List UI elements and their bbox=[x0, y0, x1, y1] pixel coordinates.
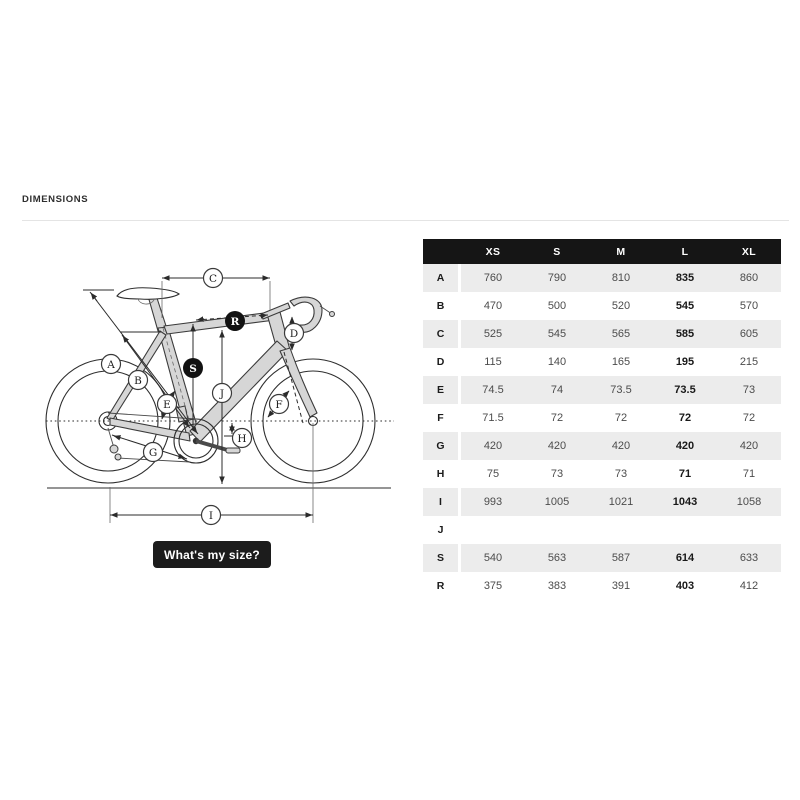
value-cell: 810 bbox=[589, 264, 653, 292]
dim-marker-I bbox=[202, 506, 221, 525]
bike-geometry-diagram bbox=[40, 240, 400, 540]
table-row bbox=[423, 292, 781, 320]
row-label: C bbox=[423, 320, 458, 348]
table-row bbox=[423, 320, 781, 348]
dim-marker-B bbox=[129, 371, 148, 390]
value-cell: 72 bbox=[525, 404, 589, 432]
dim-marker-H bbox=[233, 429, 252, 448]
value-cell: 1005 bbox=[525, 488, 589, 516]
value-cell: 165 bbox=[589, 348, 653, 376]
value-cell: 520 bbox=[589, 292, 653, 320]
value-cell: 72 bbox=[589, 404, 653, 432]
svg-text:D: D bbox=[289, 327, 299, 340]
row-label: S bbox=[423, 544, 458, 572]
value-cell: 545 bbox=[653, 292, 717, 320]
value-cell bbox=[653, 516, 717, 544]
value-cell: 75 bbox=[461, 460, 525, 488]
value-cell: 71.5 bbox=[461, 404, 525, 432]
row-label: E bbox=[423, 376, 458, 404]
value-cell: 570 bbox=[717, 292, 781, 320]
value-cell: 215 bbox=[717, 348, 781, 376]
table-row bbox=[423, 544, 781, 572]
svg-text:A: A bbox=[107, 358, 115, 371]
row-label: I bbox=[423, 488, 458, 516]
value-cell bbox=[589, 516, 653, 544]
table-row bbox=[423, 348, 781, 376]
row-label: F bbox=[423, 404, 458, 432]
value-cell: 74 bbox=[525, 376, 589, 404]
table-row bbox=[423, 460, 781, 488]
value-cell: 420 bbox=[653, 432, 717, 460]
svg-text:R: R bbox=[230, 315, 240, 328]
size-column-header: S bbox=[525, 239, 589, 264]
value-cell bbox=[461, 516, 525, 544]
value-cell: 73 bbox=[525, 460, 589, 488]
whats-my-size-button[interactable]: What's my size? bbox=[153, 541, 271, 568]
value-cell: 1043 bbox=[653, 488, 717, 516]
svg-text:J: J bbox=[219, 387, 225, 400]
dim-marker-D bbox=[285, 324, 304, 343]
value-cell: 73 bbox=[717, 376, 781, 404]
row-label: G bbox=[423, 432, 458, 460]
value-cell: 73 bbox=[589, 460, 653, 488]
value-cell: 614 bbox=[653, 544, 717, 572]
row-label: D bbox=[423, 348, 458, 376]
value-cell: 500 bbox=[525, 292, 589, 320]
svg-text:H: H bbox=[237, 432, 247, 445]
value-cell: 383 bbox=[525, 572, 589, 600]
value-cell: 420 bbox=[589, 432, 653, 460]
svg-text:S: S bbox=[189, 362, 197, 375]
value-cell: 71 bbox=[653, 460, 717, 488]
value-cell: 1021 bbox=[589, 488, 653, 516]
value-cell: 140 bbox=[525, 348, 589, 376]
table-row bbox=[423, 404, 781, 432]
table-row bbox=[423, 376, 781, 404]
size-column-header: XS bbox=[461, 239, 525, 264]
value-cell: 860 bbox=[717, 264, 781, 292]
dim-marker-A bbox=[102, 355, 121, 374]
dim-marker-J bbox=[213, 384, 232, 403]
value-cell: 74.5 bbox=[461, 376, 525, 404]
svg-text:C: C bbox=[208, 272, 218, 285]
value-cell: 420 bbox=[717, 432, 781, 460]
saddle bbox=[117, 288, 179, 304]
svg-text:G: G bbox=[148, 446, 158, 459]
value-cell: 71 bbox=[717, 460, 781, 488]
value-cell bbox=[717, 516, 781, 544]
value-cell: 563 bbox=[525, 544, 589, 572]
dim-marker-G bbox=[144, 443, 163, 462]
value-cell: 525 bbox=[461, 320, 525, 348]
dim-marker-E bbox=[158, 395, 177, 414]
value-cell: 1058 bbox=[717, 488, 781, 516]
row-label: A bbox=[423, 264, 458, 292]
value-cell: 545 bbox=[525, 320, 589, 348]
svg-text:B: B bbox=[134, 374, 142, 387]
row-label: R bbox=[423, 572, 458, 600]
table-row bbox=[423, 572, 781, 600]
value-cell: 73.5 bbox=[653, 376, 717, 404]
section-divider bbox=[22, 220, 789, 221]
value-cell: 375 bbox=[461, 572, 525, 600]
value-cell: 760 bbox=[461, 264, 525, 292]
size-table bbox=[423, 239, 781, 600]
svg-text:F: F bbox=[275, 398, 283, 411]
value-cell: 605 bbox=[717, 320, 781, 348]
dim-marker-R bbox=[225, 311, 245, 331]
header-corner-cell bbox=[423, 239, 458, 264]
value-cell: 633 bbox=[717, 544, 781, 572]
dim-marker-C bbox=[204, 269, 223, 288]
value-cell: 993 bbox=[461, 488, 525, 516]
table-header-row bbox=[423, 239, 781, 264]
svg-text:I: I bbox=[208, 509, 214, 522]
dim-marker-F bbox=[270, 395, 289, 414]
row-label: J bbox=[423, 516, 458, 544]
value-cell: 835 bbox=[653, 264, 717, 292]
dim-marker-S bbox=[183, 358, 203, 378]
value-cell: 420 bbox=[461, 432, 525, 460]
section-title: DIMENSIONS bbox=[22, 194, 89, 205]
size-column-header: XL bbox=[717, 239, 781, 264]
value-cell: 403 bbox=[653, 572, 717, 600]
table-row bbox=[423, 432, 781, 460]
table-row bbox=[423, 264, 781, 292]
size-column-header: L bbox=[653, 239, 717, 264]
value-cell: 391 bbox=[589, 572, 653, 600]
value-cell: 585 bbox=[653, 320, 717, 348]
row-label: H bbox=[423, 460, 458, 488]
value-cell: 73.5 bbox=[589, 376, 653, 404]
svg-text:E: E bbox=[163, 398, 171, 411]
value-cell: 587 bbox=[589, 544, 653, 572]
value-cell: 790 bbox=[525, 264, 589, 292]
table-row bbox=[423, 516, 781, 544]
value-cell: 565 bbox=[589, 320, 653, 348]
size-column-header: M bbox=[589, 239, 653, 264]
value-cell: 72 bbox=[653, 404, 717, 432]
value-cell: 470 bbox=[461, 292, 525, 320]
value-cell: 540 bbox=[461, 544, 525, 572]
row-label: B bbox=[423, 292, 458, 320]
value-cell: 72 bbox=[717, 404, 781, 432]
value-cell: 412 bbox=[717, 572, 781, 600]
value-cell: 115 bbox=[461, 348, 525, 376]
value-cell bbox=[525, 516, 589, 544]
table-row bbox=[423, 488, 781, 516]
value-cell: 420 bbox=[525, 432, 589, 460]
value-cell: 195 bbox=[653, 348, 717, 376]
